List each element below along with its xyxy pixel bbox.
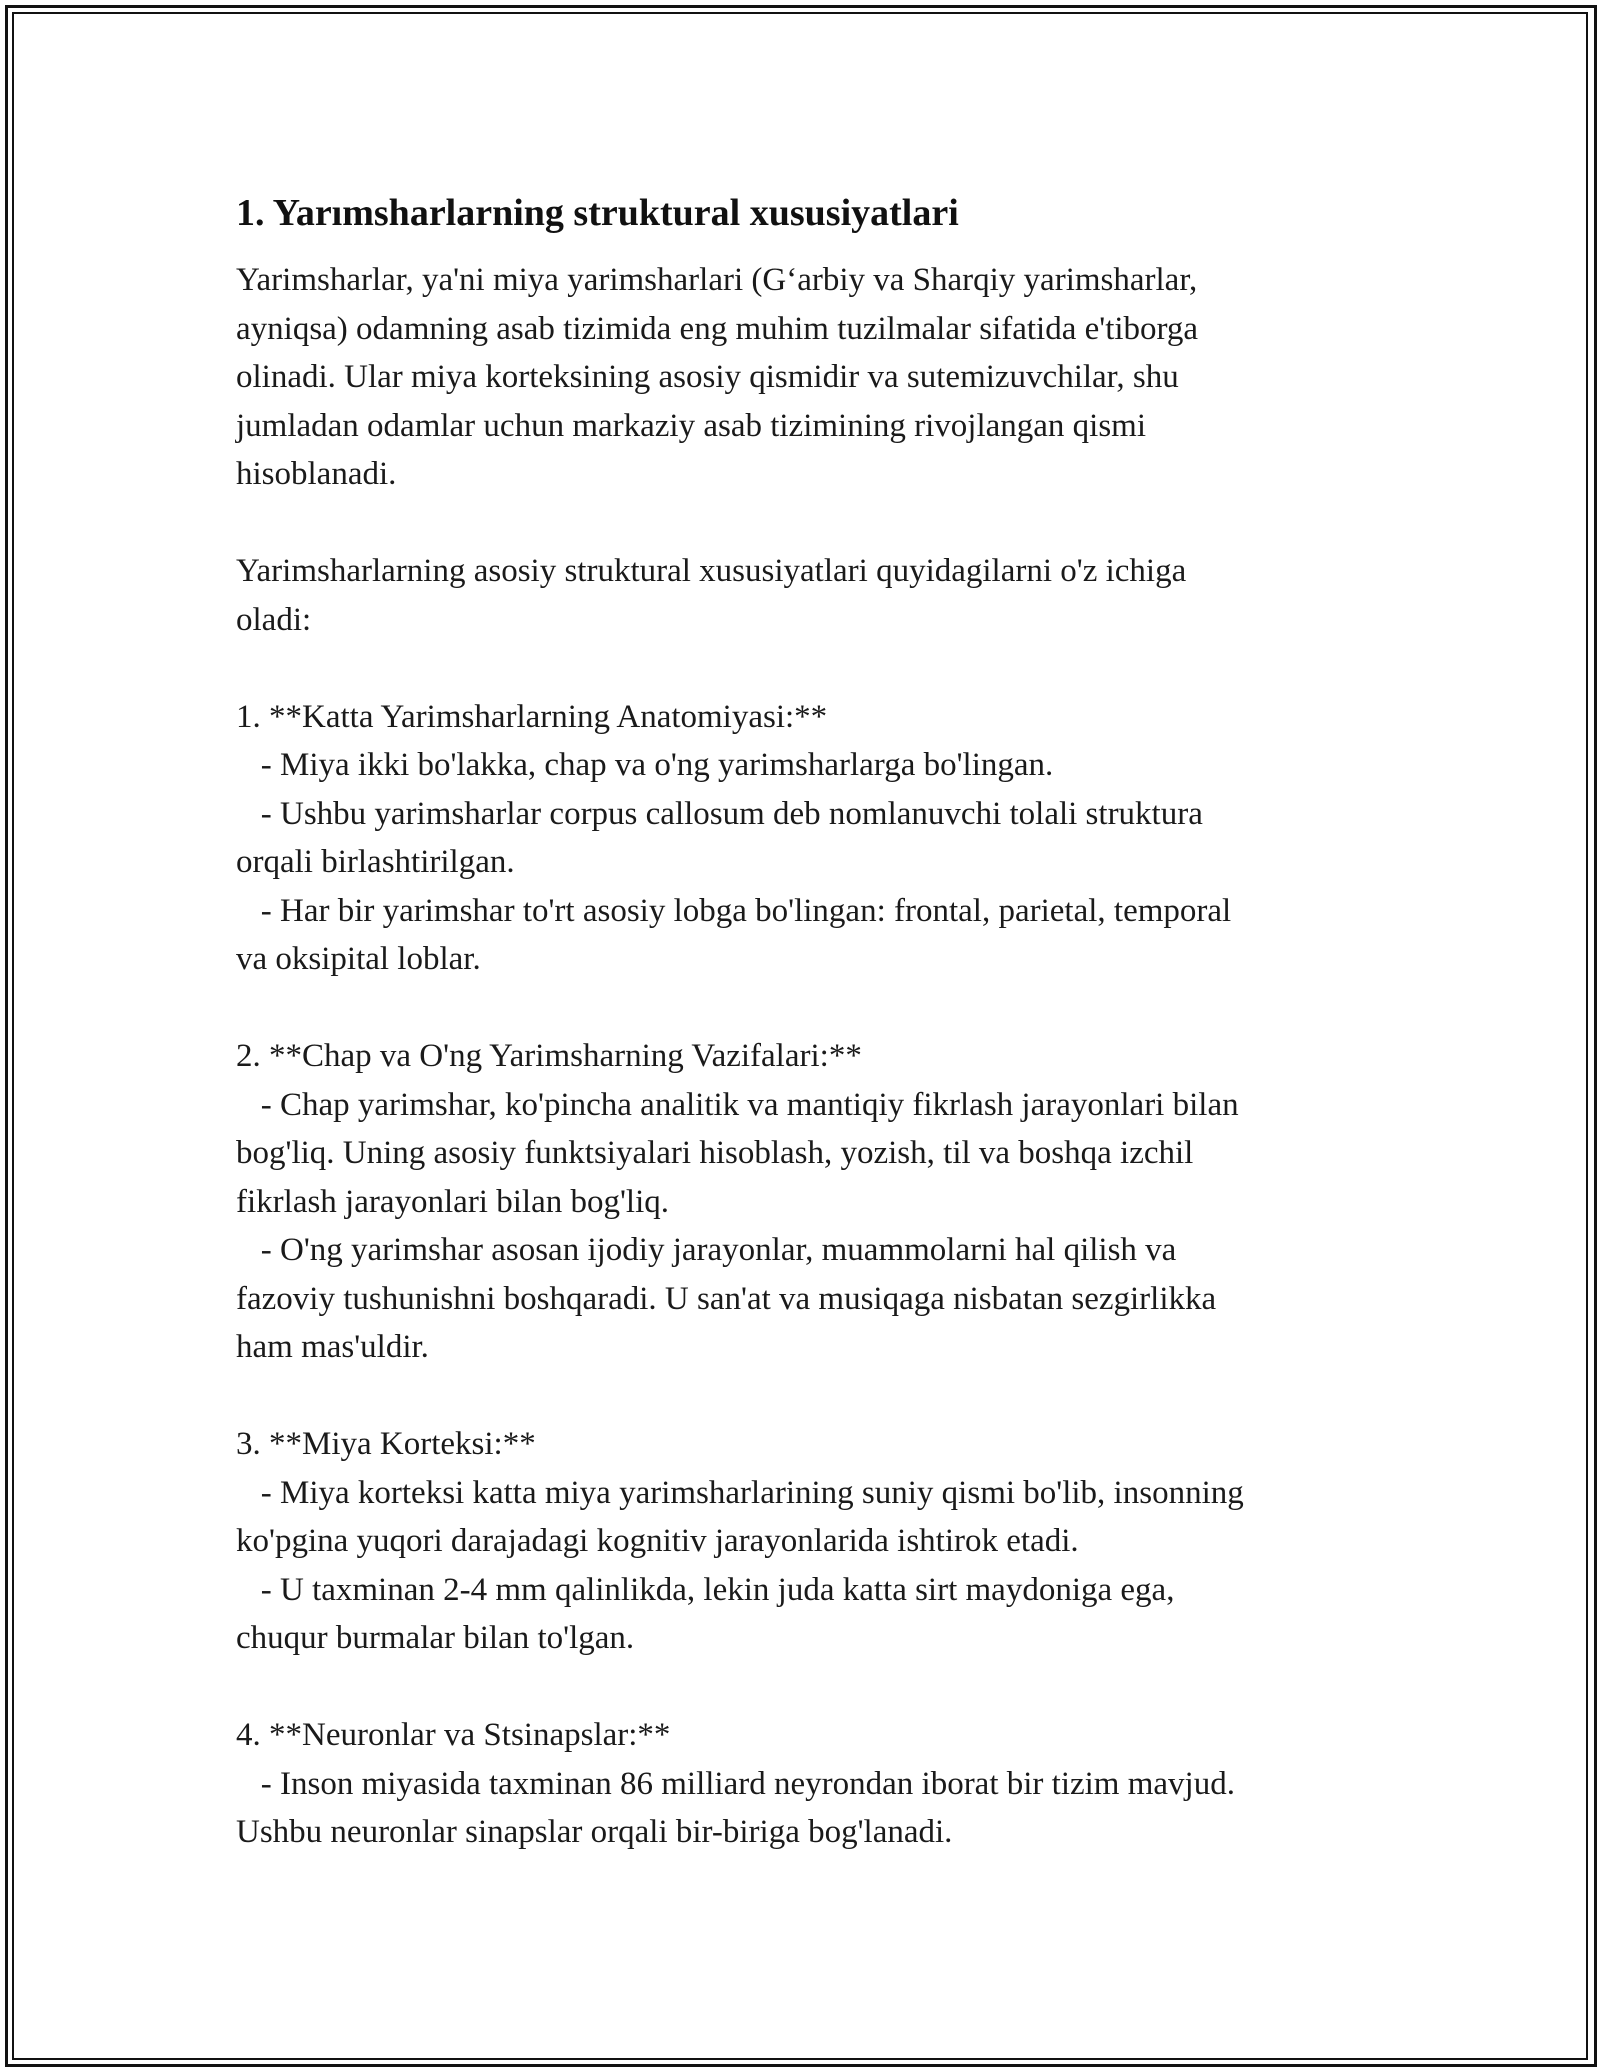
list-item-neurons: 4. **Neuronlar va Stsinapslar:** - Inson miyasida taxminan 86 milliard neyrondan iborat bir tizim mavjud. Ushbu neuronlar sinapslar orqali bir-biriga bog'lanadi.: [236, 1717, 1235, 1850]
features-intro-paragraph: Yarimsharlarning asosiy struktural xususiyatlari quyidagilarni o'z ichiga oladi:: [236, 553, 1187, 638]
section-heading: 1. Yarımsharlarning struktural xususiyatlari: [236, 192, 959, 234]
list-item-anatomy: 1. **Katta Yarimsharlarning Anatomiyasi:** - Miya ikki bo'lakka, chap va o'ng yarimsharlarga bo'lingan. - Ushbu yarimsharlar corpus callosum deb nomlanuvchi tolali struktura orqali birlashtirilgan. - Har bir yarimshar to'rt asosiy lobga bo'lingan: frontal, parietal, temporal va oksipital loblar.: [236, 698, 1232, 977]
intro-paragraph: Yarimsharlar, ya'ni miya yarimsharlari (G‘arbiy va Sharqiy yarimsharlar, ayniqsa) odamning asab tizimida eng muhim tuzilmalar sifatida e'tiborga olinadi. Ular miya korteksining asosiy qismidir va sutemizuvchilar, shu jumladan odamlar uchun markaziy asab tizimining rivojlangan qismi hisoblanadi.: [236, 262, 1199, 492]
document-body: [236, 186, 1376, 1857]
list-item-cortex: 3. **Miya Korteksi:** - Miya korteksi katta miya yarimsharlarining suniy qismi bo'lib, insonning ko'pgina yuqori darajadagi kognitiv jarayonlarida ishtirok etadi. - U taxminan 2-4 mm qalinlikda, lekin juda katta sirt maydoniga ega, chuqur burmalar bilan to'lgan.: [236, 1426, 1244, 1656]
paragraph-gap: [236, 644, 1376, 693]
paragraph-gap: [236, 1372, 1376, 1421]
paragraph-gap: [236, 1663, 1376, 1712]
paragraph-gap: [236, 499, 1376, 548]
paragraph-gap: [236, 984, 1376, 1033]
list-item-functions: 2. **Chap va O'ng Yarimsharning Vazifalari:** - Chap yarimshar, ko'pincha analitik va mantiqiy fikrlash jarayonlari bilan bog'liq. Uning asosiy funktsiyalari hisoblash, yozish, til va boshqa izchil fikrlash jarayonlari bilan bog'liq. - O'ng yarimshar asosan ijodiy jarayonlar, muammolarni hal qilish va fazoviy tushunishni boshqaradi. U san'at va musiqaga nisbatan sezgirlikka ham mas'uldir.: [236, 1038, 1239, 1365]
